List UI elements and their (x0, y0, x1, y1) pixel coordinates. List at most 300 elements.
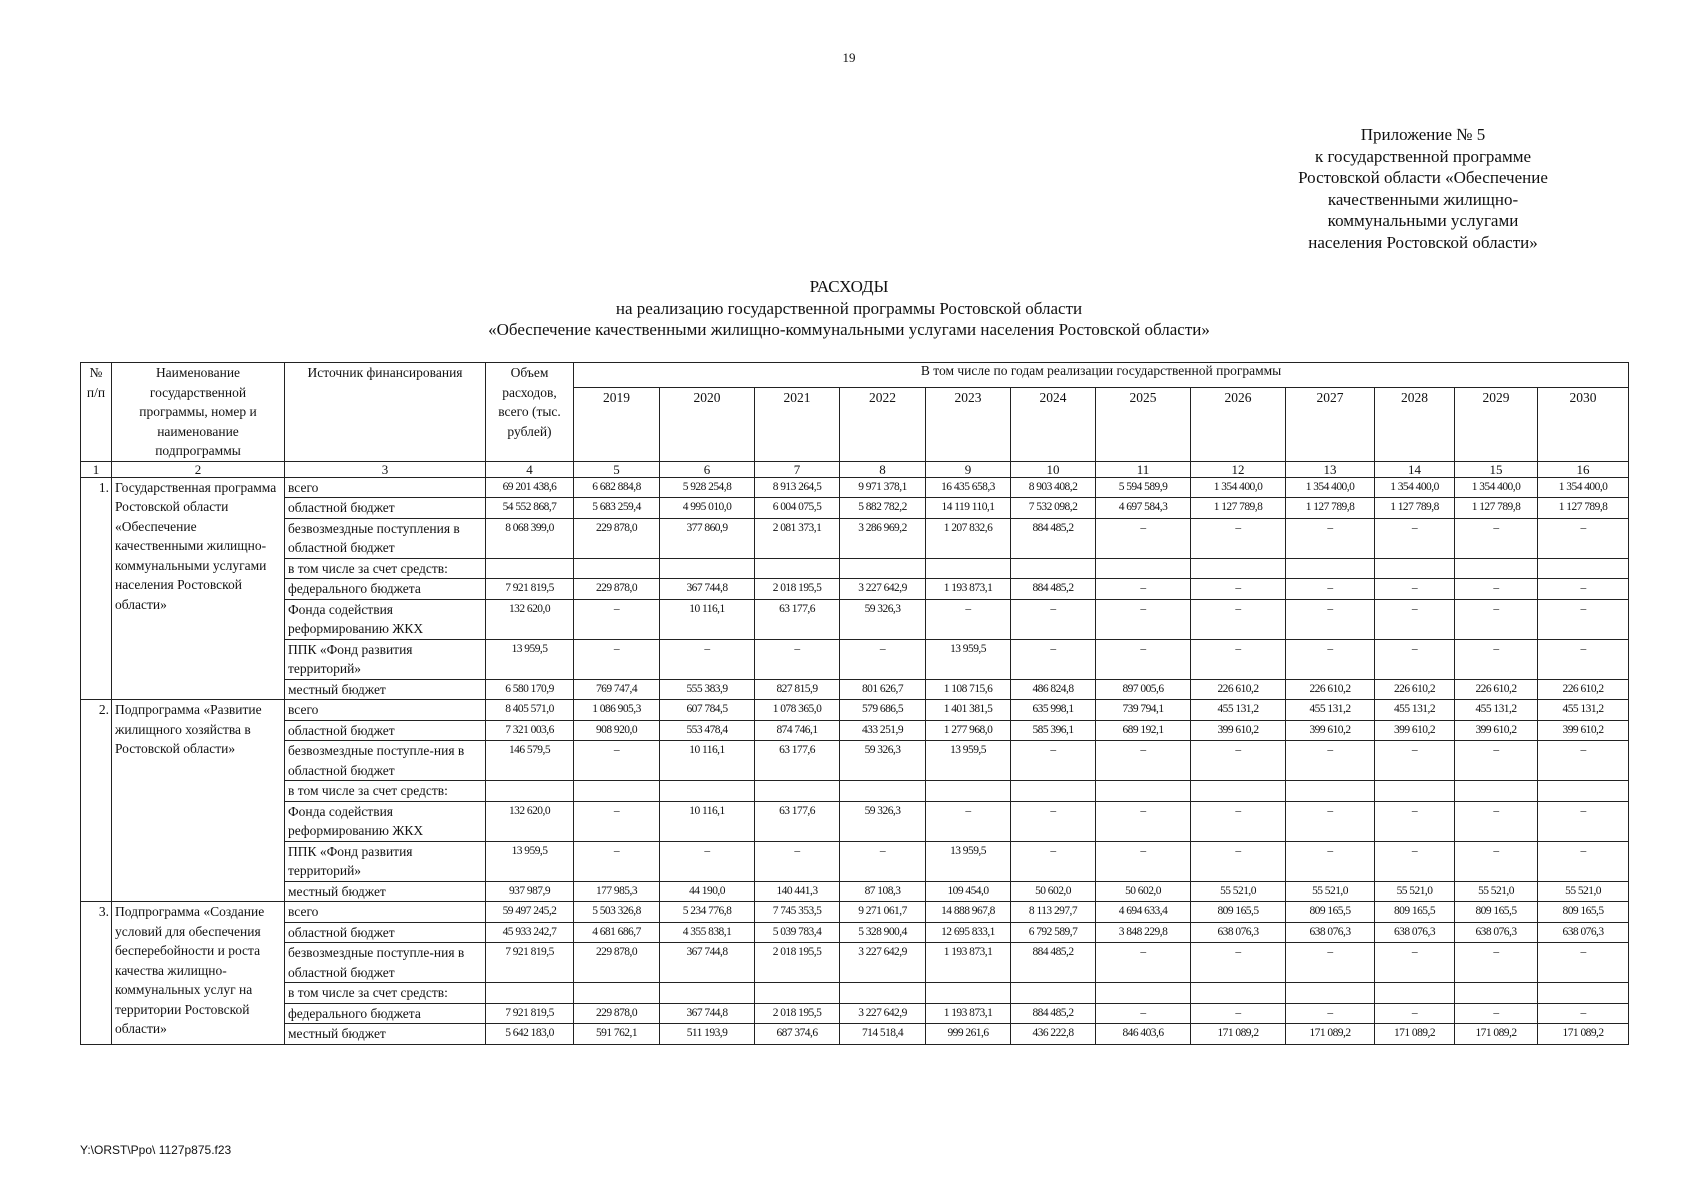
year-amount: 436 222,8 (1011, 1024, 1096, 1045)
header-year-2030: 2030 (1538, 387, 1629, 461)
table-row (81, 498, 1629, 519)
total-amount: 8 405 571,0 (486, 700, 574, 721)
year-amount: 714 518,4 (840, 1024, 926, 1045)
year-amount: – (574, 599, 660, 639)
total-amount: 45 933 242,7 (486, 922, 574, 943)
funding-source: в том числе за счет средств: (285, 983, 486, 1004)
header-year-2029: 2029 (1455, 387, 1538, 461)
year-amount: – (1191, 801, 1286, 841)
column-number: 6 (660, 461, 755, 477)
year-amount: – (1191, 943, 1286, 983)
year-amount: 809 165,5 (1538, 902, 1629, 923)
year-amount (660, 558, 755, 579)
funding-source: в том числе за счет средств: (285, 781, 486, 802)
year-amount: 63 177,6 (755, 599, 840, 639)
year-amount: 226 610,2 (1455, 679, 1538, 700)
year-amount (1096, 983, 1191, 1004)
header-year-2020: 2020 (660, 387, 755, 461)
year-amount: 897 005,6 (1096, 679, 1191, 700)
column-number: 11 (1096, 461, 1191, 477)
year-amount: 884 485,2 (1011, 518, 1096, 558)
total-amount: 13 959,5 (486, 639, 574, 679)
funding-source: областной бюджет (285, 498, 486, 519)
column-number: 8 (840, 461, 926, 477)
header-name: Наименование государственной программы, номер и наименование подпрограммы (112, 363, 285, 462)
year-amount: 14 888 967,8 (926, 902, 1011, 923)
year-amount (840, 983, 926, 1004)
year-amount: – (1455, 1003, 1538, 1024)
year-amount: 579 686,5 (840, 700, 926, 721)
table-row (81, 781, 1629, 802)
column-number: 13 (1286, 461, 1375, 477)
year-amount: 6 792 589,7 (1011, 922, 1096, 943)
year-amount: – (1191, 599, 1286, 639)
year-amount (1538, 781, 1629, 802)
year-amount: 63 177,6 (755, 801, 840, 841)
year-amount (1375, 558, 1455, 579)
year-amount: 809 165,5 (1375, 902, 1455, 923)
table-row (81, 700, 1629, 721)
year-amount (1096, 781, 1191, 802)
table-row (81, 1003, 1629, 1024)
year-amount: – (1538, 518, 1629, 558)
year-amount: 226 610,2 (1375, 679, 1455, 700)
year-amount: 44 190,0 (660, 881, 755, 902)
year-amount: 1 354 400,0 (1538, 477, 1629, 498)
year-amount: 7 745 353,5 (755, 902, 840, 923)
year-amount: 455 131,2 (1286, 700, 1375, 721)
year-amount: 13 959,5 (926, 639, 1011, 679)
year-amount: – (1538, 639, 1629, 679)
year-amount: 809 165,5 (1455, 902, 1538, 923)
year-amount: 55 521,0 (1191, 881, 1286, 902)
year-amount (1286, 558, 1375, 579)
total-amount: 7 921 819,5 (486, 943, 574, 983)
year-amount: 5 039 783,4 (755, 922, 840, 943)
year-amount: 367 744,8 (660, 943, 755, 983)
year-amount: – (574, 741, 660, 781)
total-amount: 69 201 438,6 (486, 477, 574, 498)
year-amount (1538, 558, 1629, 579)
year-amount: 377 860,9 (660, 518, 755, 558)
appendix-line: коммунальными услугами (1327, 211, 1519, 230)
year-amount: – (1286, 1003, 1375, 1024)
section-number: 1. (81, 477, 112, 700)
year-amount: – (1096, 1003, 1191, 1024)
year-amount: 229 878,0 (574, 518, 660, 558)
year-amount: 6 682 884,8 (574, 477, 660, 498)
year-amount (1375, 781, 1455, 802)
header-num: № п/п (81, 363, 112, 462)
year-amount: 10 116,1 (660, 741, 755, 781)
year-amount: 5 328 900,4 (840, 922, 926, 943)
section-name: Подпрограмма «Создание условий для обеспечения бесперебойности и роста качества жилищно-коммунальных услуг на территории Ростовской области» (112, 902, 285, 1045)
funding-source: ППК «Фонд развития территорий» (285, 639, 486, 679)
year-amount: 2 018 195,5 (755, 943, 840, 983)
year-amount: 809 165,5 (1191, 902, 1286, 923)
year-amount: – (660, 639, 755, 679)
funding-source: безвозмездные поступле-ния в областной бюджет (285, 943, 486, 983)
year-amount: 1 108 715,6 (926, 679, 1011, 700)
year-amount (1191, 558, 1286, 579)
year-amount: 4 681 686,7 (574, 922, 660, 943)
funding-source: безвозмездные поступле-ния в областной бюджет (285, 741, 486, 781)
year-amount (1375, 983, 1455, 1004)
year-amount: 399 610,2 (1375, 720, 1455, 741)
funding-source: Фонда содействия реформированию ЖКХ (285, 599, 486, 639)
section-number: 2. (81, 700, 112, 902)
year-amount: 908 920,0 (574, 720, 660, 741)
year-amount: 455 131,2 (1538, 700, 1629, 721)
header-year-2025: 2025 (1096, 387, 1191, 461)
year-amount: 1 086 905,3 (574, 700, 660, 721)
year-amount: 12 695 833,1 (926, 922, 1011, 943)
year-amount: – (926, 801, 1011, 841)
year-amount: – (1538, 801, 1629, 841)
year-amount: 846 403,6 (1096, 1024, 1191, 1045)
year-amount: – (1538, 579, 1629, 600)
column-number: 4 (486, 461, 574, 477)
year-amount: – (1096, 639, 1191, 679)
year-amount: 226 610,2 (1191, 679, 1286, 700)
year-amount: – (926, 599, 1011, 639)
total-amount: 132 620,0 (486, 801, 574, 841)
year-amount: – (1538, 1003, 1629, 1024)
year-amount: 171 089,2 (1455, 1024, 1538, 1045)
year-amount: 8 913 264,5 (755, 477, 840, 498)
table-row (81, 902, 1629, 923)
table-row (81, 720, 1629, 741)
year-amount: – (1096, 741, 1191, 781)
year-amount: – (1538, 841, 1629, 881)
year-amount (1455, 781, 1538, 802)
column-number: 15 (1455, 461, 1538, 477)
year-amount: 1 354 400,0 (1455, 477, 1538, 498)
year-amount: 5 928 254,8 (660, 477, 755, 498)
footer-path: Y:\ORST\Ppo\ 1127p875.f23 (80, 1143, 232, 1157)
year-amount (1455, 983, 1538, 1004)
year-amount: 1 401 381,5 (926, 700, 1011, 721)
year-amount: 55 521,0 (1538, 881, 1629, 902)
year-amount: – (1011, 741, 1096, 781)
column-number: 16 (1538, 461, 1629, 477)
year-amount: 1 127 789,8 (1191, 498, 1286, 519)
year-amount: 591 762,1 (574, 1024, 660, 1045)
year-amount: – (1455, 943, 1538, 983)
funding-source: федерального бюджета (285, 579, 486, 600)
year-amount: – (1375, 943, 1455, 983)
year-amount: – (1538, 943, 1629, 983)
year-amount: 5 882 782,2 (840, 498, 926, 519)
year-amount: – (1375, 639, 1455, 679)
table-row (81, 558, 1629, 579)
header-year-2028: 2028 (1375, 387, 1455, 461)
year-amount (1286, 983, 1375, 1004)
year-amount: – (1375, 599, 1455, 639)
year-amount: 1 078 365,0 (755, 700, 840, 721)
year-amount: – (1011, 841, 1096, 881)
year-amount: – (755, 841, 840, 881)
header-year-2023: 2023 (926, 387, 1011, 461)
year-amount: 4 355 838,1 (660, 922, 755, 943)
year-amount: 171 089,2 (1375, 1024, 1455, 1045)
funding-source: безвозмездные поступления в областной бюджет (285, 518, 486, 558)
year-amount: – (1375, 841, 1455, 881)
year-amount: – (1375, 518, 1455, 558)
year-amount: 226 610,2 (1538, 679, 1629, 700)
year-amount: 3 848 229,8 (1096, 922, 1191, 943)
table-row (81, 943, 1629, 983)
year-amount: – (574, 639, 660, 679)
year-amount: 455 131,2 (1455, 700, 1538, 721)
document-title (0, 276, 1698, 341)
year-amount: 367 744,8 (660, 1003, 755, 1024)
year-amount: – (840, 639, 926, 679)
year-amount: 689 192,1 (1096, 720, 1191, 741)
year-amount: 2 018 195,5 (755, 579, 840, 600)
appendix-line: качественными жилищно- (1327, 189, 1519, 209)
header-year-2024: 2024 (1011, 387, 1096, 461)
year-amount: 10 116,1 (660, 599, 755, 639)
year-amount: 1 354 400,0 (1191, 477, 1286, 498)
year-amount: 455 131,2 (1375, 700, 1455, 721)
year-amount: 1 127 789,8 (1286, 498, 1375, 519)
year-amount: 3 227 642,9 (840, 943, 926, 983)
year-amount: – (1096, 841, 1191, 881)
appendix-line: к государственной программе (1314, 146, 1532, 166)
funding-source: Фонда содействия реформированию ЖКХ (285, 801, 486, 841)
year-amount: – (1455, 841, 1538, 881)
year-amount: 177 985,3 (574, 881, 660, 902)
year-amount: 1 193 873,1 (926, 943, 1011, 983)
year-amount: 5 234 776,8 (660, 902, 755, 923)
total-amount: 7 921 819,5 (486, 579, 574, 600)
year-amount (755, 983, 840, 1004)
year-amount: 638 076,3 (1191, 922, 1286, 943)
year-amount: – (1096, 599, 1191, 639)
funding-source: в том числе за счет средств: (285, 558, 486, 579)
column-number: 2 (112, 461, 285, 477)
year-amount: 6 004 075,5 (755, 498, 840, 519)
expenses-table (80, 362, 1629, 1045)
year-amount (1191, 781, 1286, 802)
year-amount: 555 383,9 (660, 679, 755, 700)
total-amount (486, 983, 574, 1004)
header-source: Источник финансирования (285, 363, 486, 462)
year-amount: 511 193,9 (660, 1024, 755, 1045)
year-amount (1011, 558, 1096, 579)
total-amount: 5 642 183,0 (486, 1024, 574, 1045)
total-amount (486, 558, 574, 579)
year-amount: 59 326,3 (840, 741, 926, 781)
year-amount: 455 131,2 (1191, 700, 1286, 721)
year-amount: 827 815,9 (755, 679, 840, 700)
year-amount: 874 746,1 (755, 720, 840, 741)
year-amount: 399 610,2 (1538, 720, 1629, 741)
title-line: на реализацию государственной программы Ростовской области (615, 298, 1083, 318)
total-amount (486, 781, 574, 802)
total-amount: 59 497 245,2 (486, 902, 574, 923)
year-amount: 229 878,0 (574, 943, 660, 983)
year-amount: 16 435 658,3 (926, 477, 1011, 498)
year-amount: – (660, 841, 755, 881)
year-amount: 13 959,5 (926, 741, 1011, 781)
table-row (81, 881, 1629, 902)
column-number: 3 (285, 461, 486, 477)
year-amount: 55 521,0 (1455, 881, 1538, 902)
appendix-line: Приложение № 5 (1360, 125, 1486, 144)
year-amount: 769 747,4 (574, 679, 660, 700)
year-amount: 3 227 642,9 (840, 579, 926, 600)
year-amount: – (1455, 639, 1538, 679)
year-amount: 63 177,6 (755, 741, 840, 781)
header-row (81, 363, 1629, 388)
table-row (81, 741, 1629, 781)
year-amount: 433 251,9 (840, 720, 926, 741)
funding-source: местный бюджет (285, 679, 486, 700)
year-amount: 8 113 297,7 (1011, 902, 1096, 923)
year-amount: 171 089,2 (1286, 1024, 1375, 1045)
year-amount: 229 878,0 (574, 579, 660, 600)
year-amount (1191, 983, 1286, 1004)
table-row (81, 639, 1629, 679)
year-amount: – (1096, 943, 1191, 983)
year-amount (574, 983, 660, 1004)
year-amount: – (1455, 801, 1538, 841)
column-number-row (81, 461, 1629, 477)
year-amount: – (1191, 741, 1286, 781)
funding-source: местный бюджет (285, 1024, 486, 1045)
total-amount: 13 959,5 (486, 841, 574, 881)
year-amount: 687 374,6 (755, 1024, 840, 1045)
year-amount: 4 995 010,0 (660, 498, 755, 519)
title-heading: РАСХОДЫ (809, 277, 889, 296)
year-amount: 399 610,2 (1191, 720, 1286, 741)
header-year-2026: 2026 (1191, 387, 1286, 461)
year-amount: – (1191, 518, 1286, 558)
year-amount: – (1455, 741, 1538, 781)
year-amount: – (1538, 599, 1629, 639)
year-amount: – (1096, 518, 1191, 558)
year-amount: 999 261,6 (926, 1024, 1011, 1045)
year-amount: 7 532 098,2 (1011, 498, 1096, 519)
year-amount (660, 781, 755, 802)
year-amount (1286, 781, 1375, 802)
table-row (81, 599, 1629, 639)
total-amount: 146 579,5 (486, 741, 574, 781)
year-amount (926, 558, 1011, 579)
year-amount: 226 610,2 (1286, 679, 1375, 700)
table-row (81, 477, 1629, 498)
year-amount: – (1375, 741, 1455, 781)
header-year-2027: 2027 (1286, 387, 1375, 461)
year-amount: 638 076,3 (1455, 922, 1538, 943)
year-amount: 14 119 110,1 (926, 498, 1011, 519)
year-amount: – (1286, 741, 1375, 781)
year-amount: 4 694 633,4 (1096, 902, 1191, 923)
table-row (81, 922, 1629, 943)
year-amount: 10 116,1 (660, 801, 755, 841)
page-number: 19 (842, 50, 856, 65)
header-year-2022: 2022 (840, 387, 926, 461)
year-amount: 486 824,8 (1011, 679, 1096, 700)
table-row (81, 679, 1629, 700)
year-amount: – (1375, 801, 1455, 841)
header-year-2021: 2021 (755, 387, 840, 461)
year-amount: 9 971 378,1 (840, 477, 926, 498)
year-amount: 638 076,3 (1375, 922, 1455, 943)
year-amount: 739 794,1 (1096, 700, 1191, 721)
total-amount: 7 921 819,5 (486, 1003, 574, 1024)
year-amount: – (1011, 639, 1096, 679)
year-amount: – (1096, 801, 1191, 841)
title-line: «Обеспечение качественными жилищно-коммунальными услугами населения Ростовской области» (488, 320, 1210, 339)
year-amount: – (755, 639, 840, 679)
year-amount: 553 478,4 (660, 720, 755, 741)
year-amount: – (1286, 841, 1375, 881)
year-amount: – (1011, 801, 1096, 841)
year-amount: 87 108,3 (840, 881, 926, 902)
year-amount: 801 626,7 (840, 679, 926, 700)
total-amount: 54 552 868,7 (486, 498, 574, 519)
year-amount (1096, 558, 1191, 579)
year-amount: 1 193 873,1 (926, 579, 1011, 600)
year-amount: 5 683 259,4 (574, 498, 660, 519)
funding-source: областной бюджет (285, 720, 486, 741)
funding-source: ППК «Фонд развития территорий» (285, 841, 486, 881)
year-amount (926, 781, 1011, 802)
year-amount: – (1191, 841, 1286, 881)
year-amount: – (1286, 801, 1375, 841)
header-years-group: В том числе по годам реализации государственной программы (574, 363, 1629, 388)
year-amount: – (1011, 599, 1096, 639)
table-row (81, 518, 1629, 558)
year-amount: 367 744,8 (660, 579, 755, 600)
year-amount: 5 503 326,8 (574, 902, 660, 923)
year-amount: 1 127 789,8 (1455, 498, 1538, 519)
year-amount: – (1455, 579, 1538, 600)
year-amount: – (1191, 639, 1286, 679)
funding-source: всего (285, 700, 486, 721)
year-amount (755, 558, 840, 579)
table-row (81, 1024, 1629, 1045)
year-amount: 2 018 195,5 (755, 1003, 840, 1024)
year-amount: – (1286, 943, 1375, 983)
year-amount: 13 959,5 (926, 841, 1011, 881)
table-row (81, 801, 1629, 841)
year-amount: 1 127 789,8 (1375, 498, 1455, 519)
year-amount (926, 983, 1011, 1004)
year-amount: 884 485,2 (1011, 579, 1096, 600)
year-amount: 1 277 968,0 (926, 720, 1011, 741)
year-amount: 1 354 400,0 (1286, 477, 1375, 498)
table-row (81, 983, 1629, 1004)
year-amount (755, 781, 840, 802)
section-name: Государственная программа Ростовской области «Обеспечение качественными жилищно-коммунальными услугами населения Ростовской области» (112, 477, 285, 700)
appendix-line: Ростовской области «Обеспечение (1298, 168, 1548, 187)
year-amount: – (1191, 1003, 1286, 1024)
year-amount (660, 983, 755, 1004)
year-amount: – (1286, 639, 1375, 679)
year-amount: – (1191, 579, 1286, 600)
funding-source: всего (285, 902, 486, 923)
year-amount (840, 781, 926, 802)
column-number: 14 (1375, 461, 1455, 477)
year-amount: 140 441,3 (755, 881, 840, 902)
year-amount: 884 485,2 (1011, 943, 1096, 983)
appendix-note (1258, 124, 1588, 253)
year-amount: 884 485,2 (1011, 1003, 1096, 1024)
